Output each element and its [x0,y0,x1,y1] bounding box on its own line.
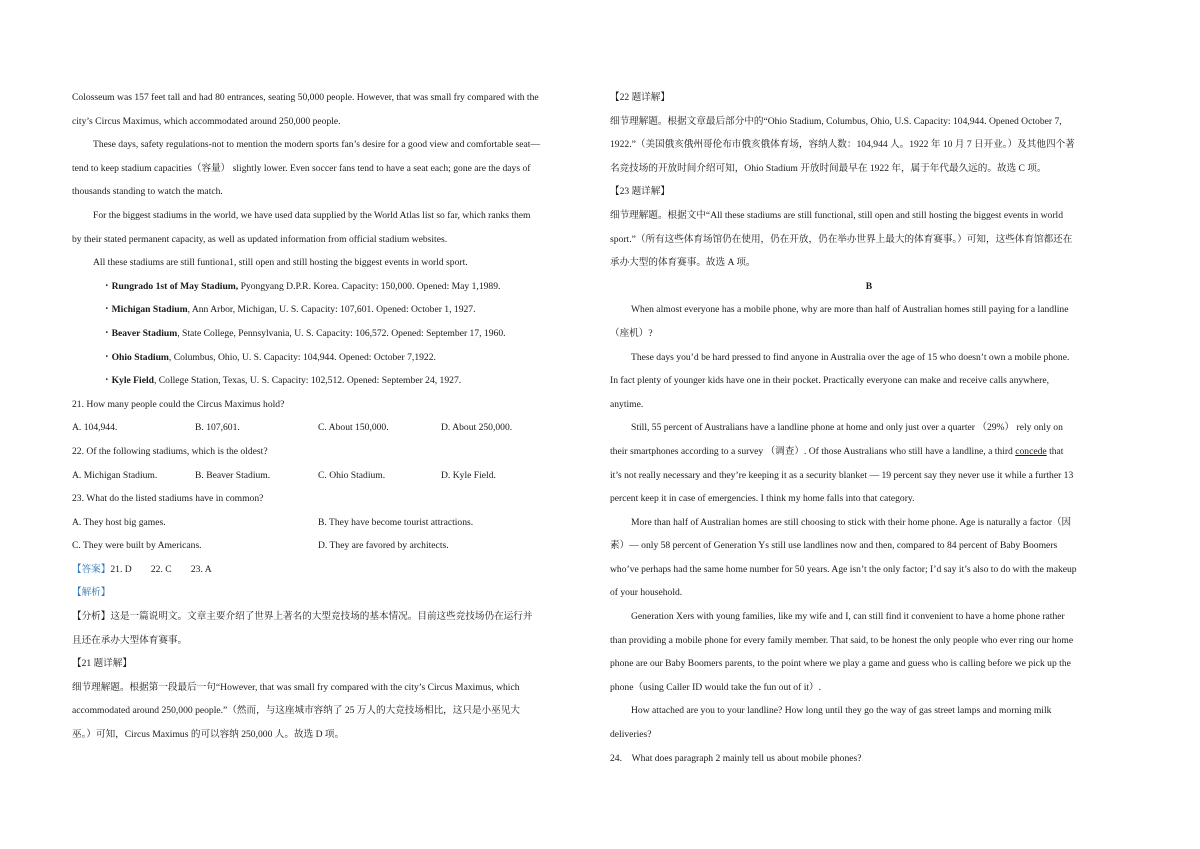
options-23-row1 [72,511,590,535]
text-line: Still, 55 percent of Australians have a landline phone at home and only just over a quarter （29%） rely only on [631,422,1063,434]
stadium-name: Ohio Stadium [111,351,169,363]
option: B. Beaver Stadium. [195,469,271,481]
text-line: than providing a mobile phone for every family member. That said, to be honest the only people who ever ring our home [610,634,1074,646]
text-line: 且还在承办大型体育赛事。 [72,634,188,646]
text-line: In fact plenty of younger kids have one in their pocket. Practically everyone can make and receive calls anywhere, [610,375,1049,387]
text-line: accommodated around 250,000 people.”（然而，与这座城市容纳了 25 万人的大竞技场相比，这只是小巫见大 [72,705,520,717]
option: D. About 250,000. [441,422,513,434]
text-line: it’s not really necessary and they’re keeping it as a security blanket — 19 percent say they never use it while a further 13 [610,469,1074,481]
option: C. They were built by Americans. [72,540,202,552]
stadium-info: , Columbus, Ohio, U. S. Capacity: 104,944. Opened: October 7,1922. [168,351,436,363]
option: A. 104,944. [72,422,118,434]
text-line: sport.”（所有这些体育场馆仍在使用，仍在开放，仍在举办世界上最大的体育赛事。）可知，这些体育馆都还在 [610,233,1073,245]
bullet: ・ [102,375,112,387]
text-line: When almost everyone has a mobile phone, why are more than half of Australian homes still paying for a landline [631,304,1069,316]
stadium-item [72,275,590,299]
text-line: More than half of Australian homes are still choosing to stick with their home phone. Age is naturally a factor（因 [631,516,1072,528]
stadium-item [72,322,590,346]
text-line: 1922.”（美国俄亥俄州哥伦布市俄亥俄体育场，容纳人数：104,944 人。1922 年 10 月 7 日开业。）及其他四个著 [610,139,1075,151]
option: D. They are favored by architects. [318,540,449,552]
text-line [610,440,1128,464]
text-line: 细节理解题。根据第一段最后一句“However, that was small fry compared with the city’s Circus Maximus, which [72,681,520,693]
option: A. Michigan Stadium. [72,469,158,481]
text-line: These days, safety regulations-not to mention the modern sports fan’s desire for a good view and comfortable seat— [93,139,541,151]
text-line: 名竞技场的开放时间介绍可知，Ohio Stadium 开放时间最早在 1922 年，属于年代最久远的。故选 C 项。 [610,162,1047,174]
stadium-item [72,346,590,370]
section-heading: 【21 题详解】 [72,658,132,670]
text-line: 【分析】这是一篇说明文。文章主要介绍了世界上著名的大型竞技场的基本情况。目前这些竞技场仍在运行并 [72,611,533,623]
underlined-word: concede [1015,445,1047,457]
text-line: 细节理解题。根据文中“All these stadiums are still functional, still open and still hosting the biggest events in world [610,209,1063,221]
text-line: All these stadiums are still funtiona1, still open and still hosting the biggest events in world sport. [93,257,468,269]
text-line: 细节理解题。根据文章最后部分中的“Ohio Stadium, Columbus, Ohio, U.S. Capacity: 104,944. Opened October 7, [610,115,1062,127]
text-line: Generation Xers with young families, like my wife and I, can still find it convenient to have a home phone rather [631,611,1065,623]
stadium-info: , State College, Pennsylvania, U. S. Capacity: 106,572. Opened: September 17, 1960. [177,327,506,339]
text-span: that [1046,445,1064,457]
analysis-tag: 【解析】 [72,587,111,599]
stadium-name: Kyle Field [111,375,154,387]
answer-text: 21. D 22. C 23. A [110,563,212,575]
option: A. They host big games. [72,516,166,528]
text-line: These days you’d be hard pressed to find anyone in Australia over the age of 15 who doesn’t own a mobile phone. [631,351,1070,363]
text-line: percent keep it in case of emergencies. I think my home falls into that category. [610,493,915,505]
option: B. 107,601. [195,422,240,434]
bullet: ・ [102,280,112,292]
right-column [610,86,1128,770]
stadium-item [72,298,590,322]
question-21: 21. How many people could the Circus Maximus hold? [72,398,285,410]
stadium-info: , Ann Arbor, Michigan, U. S. Capacity: 107,601. Opened: October 1, 1927. [187,304,476,316]
bullet: ・ [102,304,112,316]
bullet: ・ [102,351,112,363]
text-line: thousands standing to watch the match. [72,186,223,198]
text-line: How attached are you to your landline? How long until they go the way of gas street lamps and morning milk [631,705,1052,717]
text-span: their smartphones according to a survey （调查）. Of those Australians who still have a landline, a third [610,445,1016,457]
text-line: anytime. [610,398,644,410]
text-line: For the biggest stadiums in the world, we have used data supplied by the World Atlas list so far, which ranks them [93,209,531,221]
text-line: 承办大型的体育赛事。故选 A 项。 [610,257,756,269]
question-23: 23. What do the listed stadiums have in common? [72,493,264,505]
options-23-row2 [72,534,590,558]
text-line: （座机）? [610,327,653,339]
option: D. Kyle Field. [441,469,496,481]
text-line: phone are our Baby Boomers parents, to the point where we play a game and guess who is calling before we pick up the [610,658,1071,670]
options-21 [72,416,590,440]
section-heading: 【22 题详解】 [610,92,670,103]
stadium-info: , College Station, Texas, U. S. Capacity: 102,512. Opened: September 24, 1927. [153,375,462,387]
text-line: deliveries? [610,729,652,741]
text-line: who’ve perhaps had the same home number for 50 years. Age isn’t the only factor; I’d say it’s also to do with the makeup [610,563,1077,575]
text-line: tend to keep stadium capacities（容量） slightly lower. Even soccer fans tend to have a seat each; gone are the days of [72,162,531,174]
bullet: ・ [102,327,112,339]
stadium-name: Rungrado 1st of May Stadium, [111,280,239,292]
question-24: 24. What does paragraph 2 mainly tell us about mobile phones? [610,752,862,764]
option: C. About 150,000. [318,422,389,434]
text-line: Colosseum was 157 feet tall and had 80 entrances, seating 50,000 people. However, that was small fry compared with the [72,92,539,103]
text-line: by their stated permanent capacity, as well as updated information from official stadium websites. [72,233,448,245]
answer-tag: 【答案】 [72,563,111,575]
text-line: city’s Circus Maximus, which accommodated around 250,000 people. [72,115,341,127]
text-line: 巫。）可知，Circus Maximus 的可以容纳 250,000 人。故选 D 项。 [72,729,345,741]
stadium-name: Beaver Stadium [111,327,178,339]
answer-line [72,558,590,582]
text-line: of your household. [610,587,683,599]
option: B. They have become tourist attractions. [318,516,474,528]
text-line: 素）— only 58 percent of Generation Ys still use landlines now and then, compared to 84 percent of Baby Boomers [610,540,1058,552]
stadium-name: Michigan Stadium [111,304,188,316]
options-22 [72,464,590,488]
left-column [72,86,590,747]
stadium-info: Pyongyang D.P.R. Korea. Capacity: 150,000. Opened: May 1,1989. [238,280,501,292]
section-heading: 【23 题详解】 [610,186,670,198]
section-b-title: B [865,280,873,292]
stadium-item [72,369,590,393]
question-22: 22. Of the following stadiums, which is the oldest? [72,445,268,457]
option: C. Ohio Stadium. [318,469,386,481]
text-line: phone（using Caller ID would take the fun out of it）. [610,681,822,693]
